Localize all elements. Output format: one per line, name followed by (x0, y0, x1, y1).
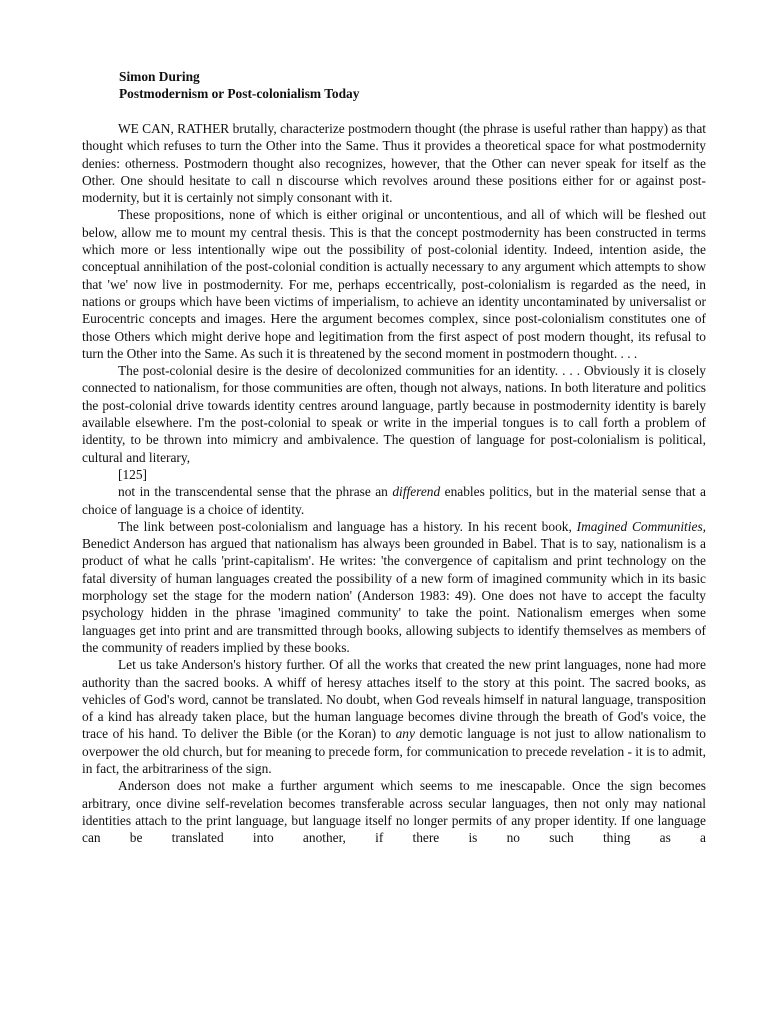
paragraph-4 (82, 483, 706, 518)
page-number-marker: [125] (118, 466, 148, 482)
paragraph-6-text-b: demotic language is not just to allow nationalism to overpower the old church, but for meaning to precede form, for communication to precede revelation - it is to admit, in fact, the arbitrariness of the sign. (82, 726, 706, 776)
paragraph-5-text-a: The link between post-colonialism and language has a history. In his recent book, (118, 518, 577, 534)
paragraph-5 (82, 518, 706, 656)
document-body (82, 120, 706, 846)
paragraph-6 (82, 656, 706, 777)
paragraph-4-text-b: enables politics, but in the material sense that a choice of language is a choice of identity. (82, 484, 706, 517)
paragraph-5-text-b: Benedict Anderson has argued that nationalism has always been grounded in Babel. That is to say, nationalism is a product of what he calls 'print-capitalism'. He writes: 'the convergence of capitalism and print technology on the fatal diversity of human languages created the possibility of a new form of imagined community which in its basic morphology set the stage for the modern nation' (Anderson 1983: 49). One does not have to accept the faculty psychology hidden in the phrase 'imagined community' to take the point. Nationalism emerges when some languages get into print and are transmitted through books, allowing subjects to identify themselves as members of the community of readers implied by these books. (82, 536, 706, 655)
paragraph-4-text-a: not in the transcendental sense that the phrase an (118, 484, 393, 500)
paragraph-4-italic: differend (392, 484, 441, 500)
paragraph-6-text-a: Let us take Anderson's history further. Of all the works that created the new print languages, none had more authority than the sacred books. A whiff of heresy attaches itself to the story at this point. The sacred books, as vehicles of God's word, cannot be translated. No doubt, when God reveals himself in natural language, transposition of a kind has already taken place, but the human language becomes divine through the breath of God's voice, the trace of his hand. To deliver the Bible (or the Koran) to (82, 657, 706, 742)
paragraph-1: WE CAN, RATHER brutally, characterize postmodern thought (the phrase is useful rather than happy) as that thought which refuses to turn the Other into the Same. Thus it provides a theoretical space for what postmodernity denies: otherness. Postmodern thought also recognizes, however, that the Other can never speak for itself as the Other. One should hesitate to call n discourse which revolves around these positions either for or against post-modernity, but it is certainly not simply consonant with it. (82, 121, 706, 206)
document-heading (119, 68, 679, 103)
essay-title: Postmodernism or Post-colonialism Today (119, 86, 360, 102)
paragraph-3: The post-colonial desire is the desire of decolonized communities for an identity. . . . Obviously it is closely connected to nationalism, for those communities are often, though not always, nations. In both literature and politics the post-colonial drive towards identity centres around language, partly because in postmodernity identity is barely available elsewhere. I'm the post-colonial to speak or write in the imperial tongues is to call forth a problem of identity, to be thrown into mimicry and ambivalence. The question of language for post-colonialism is political, cultural and literary, (82, 363, 706, 465)
paragraph-2: These propositions, none of which is either original or uncontentious, and all of which will be fleshed out below, allow me to mount my central thesis. This is that the concept postmodernity has been constructed in terms which more or less intentionally wipe out the possibility of post-colonial identity. Indeed, intention aside, the conceptual annihilation of the post-colonial condition is actually necessary to any argument which attempts to show that 'we' now live in postmodernity. For me, perhaps eccentrically, post-colonialism is regarded as the need, in nations or groups which have been victims of imperialism, to achieve an identity uncontaminated by universalist or Eurocentric concepts and images. Here the argument becomes complex, since post-colonialism constitutes one of those Others which might derive hope and legitimation from the first aspect of post modern thought, its refusal to turn the Other into the Same. As such it is threatened by the second moment in postmodern thought. . . . (82, 207, 706, 361)
paragraph-6-italic: any (395, 726, 415, 742)
author-name: Simon During (119, 69, 200, 84)
paragraph-5-italic: Imagined Communities, (576, 518, 706, 534)
paragraph-7: Anderson does not make a further argument which seems to me inescapable. Once the sign becomes arbitrary, once divine self-revelation becomes transferable across secular languages, then not only may national identities attach to the print language, but language itself no longer permits of any proper identity. If one language can be translated into another, if there is no such thing as a (82, 778, 706, 846)
